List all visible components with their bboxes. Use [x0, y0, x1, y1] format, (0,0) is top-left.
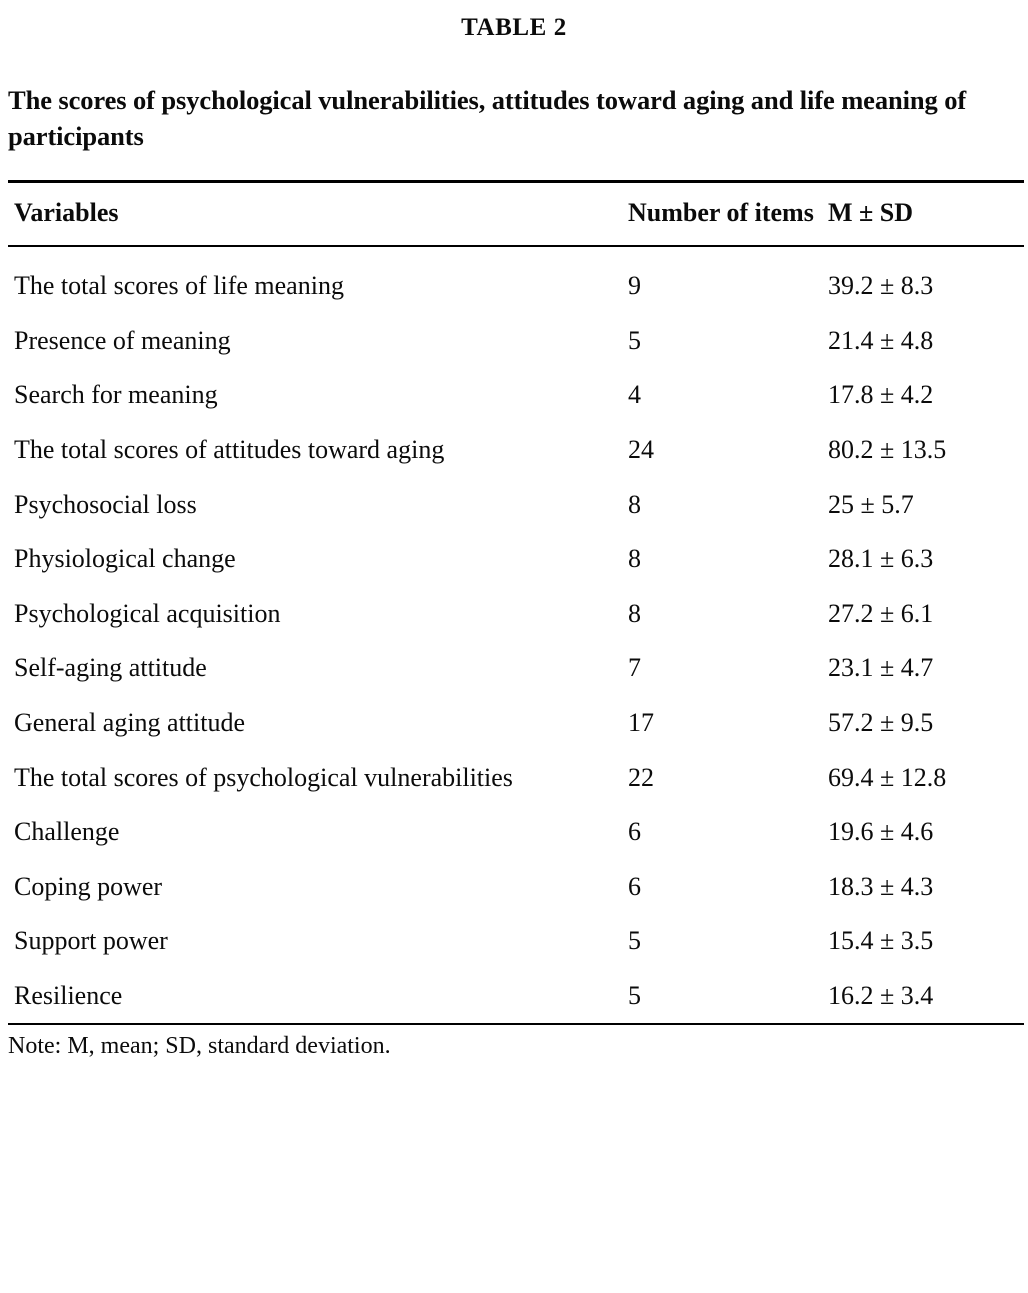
- cell-variable: Presence of meaning: [14, 325, 231, 355]
- cell-variable: Physiological change: [14, 544, 236, 574]
- cell-m-sd: 16.2 ± 3.4: [822, 969, 1024, 1025]
- table-row: [8, 641, 1024, 696]
- cell-items: 5: [628, 325, 641, 355]
- cell-m-sd: 69.4 ± 12.8: [828, 762, 947, 792]
- table-row: [8, 860, 1024, 915]
- cell-items: 17: [628, 707, 654, 737]
- table-row: [8, 696, 1024, 751]
- table-row: [8, 751, 1024, 806]
- table-row: [8, 805, 1024, 860]
- table-row: [8, 423, 1024, 478]
- cell-variable: Support power: [14, 926, 168, 956]
- table-row: [8, 314, 1024, 369]
- cell-items: 4: [628, 380, 641, 410]
- cell-m-sd: 57.2 ± 9.5: [828, 707, 934, 737]
- table-header-row: [8, 182, 1024, 247]
- cell-items: 6: [628, 871, 641, 901]
- cell-variable: Challenge: [14, 817, 120, 847]
- cell-m-sd: 28.1 ± 6.3: [828, 544, 934, 574]
- cell-variable: Search for meaning: [14, 380, 218, 410]
- cell-items: 6: [628, 817, 641, 847]
- cell-variable: The total scores of psychological vulnerabilities: [14, 762, 513, 792]
- table-row: [8, 368, 1024, 423]
- cell-variable: Coping power: [14, 871, 163, 901]
- cell-variable: The total scores of attitudes toward aging: [14, 435, 445, 465]
- cell-items: 22: [628, 762, 654, 792]
- cell-variable: The total scores of life meaning: [14, 271, 344, 301]
- cell-m-sd: 15.4 ± 3.5: [828, 926, 934, 956]
- table-row: [8, 478, 1024, 533]
- table-row: [8, 587, 1024, 642]
- table-number-label: TABLE 2: [461, 14, 567, 41]
- cell-items: 5: [622, 969, 822, 1025]
- cell-m-sd: 19.6 ± 4.6: [828, 817, 934, 847]
- cell-items: 8: [628, 489, 641, 519]
- table-caption: The scores of psychological vulnerabilities, attitudes toward aging and life meaning of participants: [8, 85, 967, 152]
- table-note: Note: M, mean; SD, standard deviation.: [8, 1033, 391, 1060]
- cell-items: 24: [628, 435, 654, 465]
- table-row: [8, 532, 1024, 587]
- table-body: [8, 246, 1024, 1024]
- table-row: [8, 969, 1024, 1025]
- cell-items: 5: [628, 926, 641, 956]
- table-row: [8, 914, 1024, 969]
- cell-items: 8: [628, 544, 641, 574]
- table-header: [8, 182, 1024, 247]
- cell-variable: Psychological acquisition: [14, 598, 281, 628]
- cell-m-sd: 21.4 ± 4.8: [828, 325, 934, 355]
- column-header-m-sd: M ± SD: [822, 182, 1024, 247]
- cell-items: 8: [628, 598, 641, 628]
- cell-variable: Self-aging attitude: [14, 653, 207, 683]
- column-header-variables: Variables: [8, 182, 622, 247]
- cell-items: 9: [628, 271, 641, 301]
- cell-m-sd: 27.2 ± 6.1: [828, 598, 934, 628]
- cell-variable: Resilience: [8, 969, 622, 1025]
- cell-m-sd: 39.2 ± 8.3: [828, 271, 934, 301]
- column-header-number-of-items: Number of items: [622, 182, 822, 247]
- cell-m-sd: 17.8 ± 4.2: [828, 380, 934, 410]
- cell-variable: Psychosocial loss: [14, 489, 197, 519]
- cell-items: 7: [628, 653, 641, 683]
- results-table: [8, 180, 1024, 1025]
- cell-m-sd: 23.1 ± 4.7: [828, 653, 934, 683]
- cell-m-sd: 18.3 ± 4.3: [828, 871, 934, 901]
- cell-m-sd: 25 ± 5.7: [828, 489, 914, 519]
- cell-m-sd: 80.2 ± 13.5: [828, 435, 947, 465]
- cell-variable: General aging attitude: [14, 707, 246, 737]
- table-row: [8, 246, 1024, 314]
